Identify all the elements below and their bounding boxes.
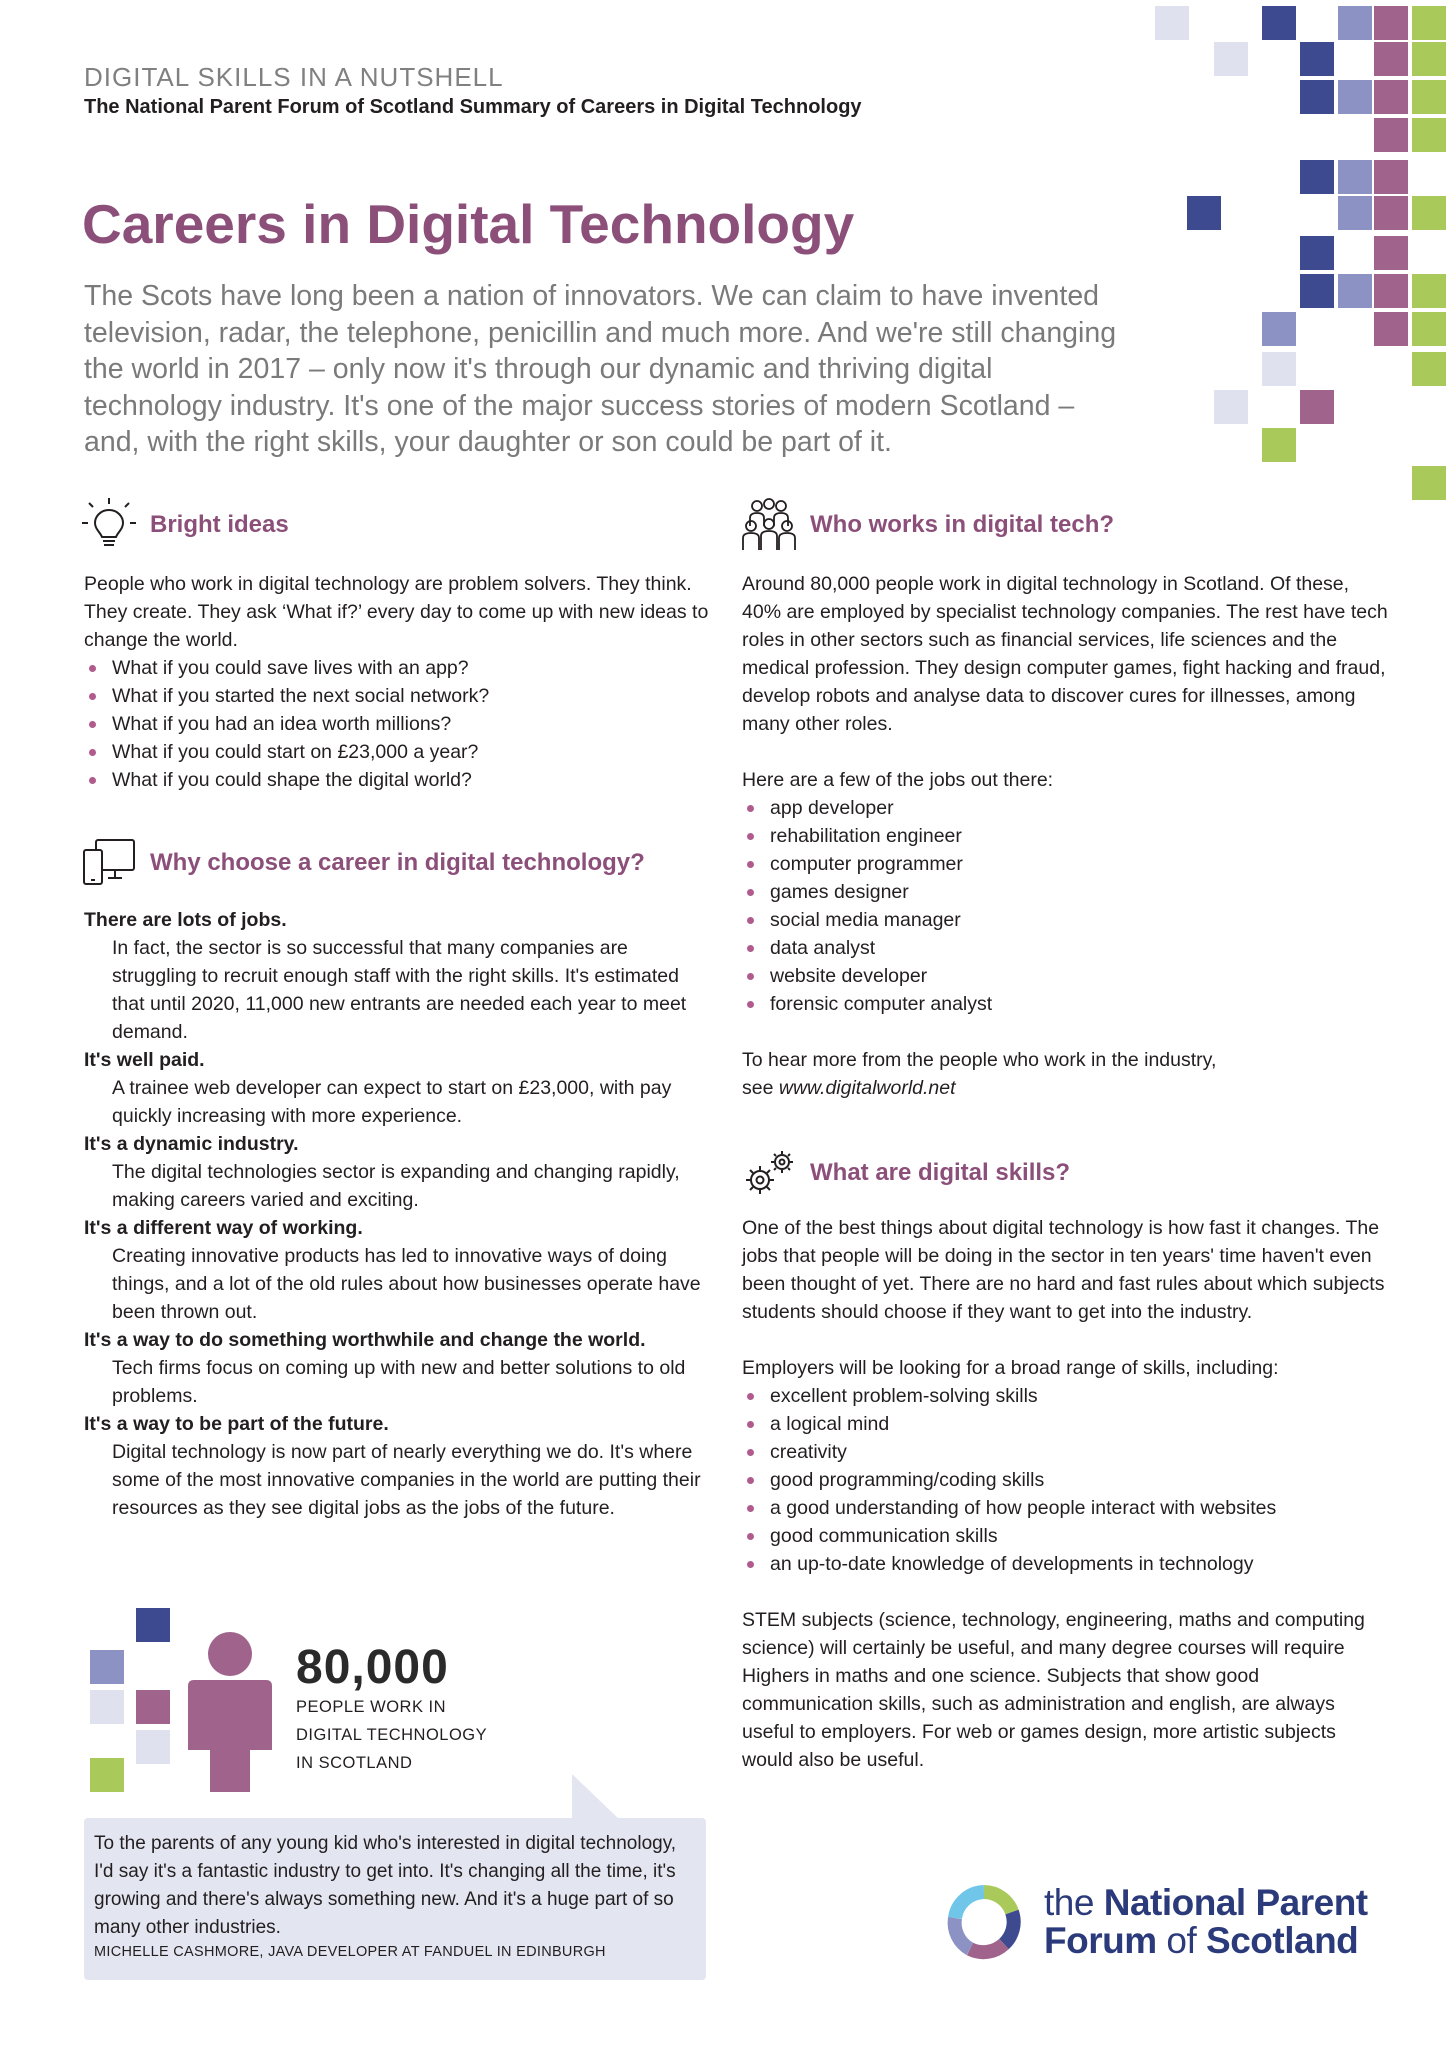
deco-square [1374, 42, 1408, 76]
deco-square [90, 1758, 124, 1792]
logo-line-1 [1044, 1884, 1368, 1922]
deco-square [136, 1730, 170, 1764]
deco-square [1412, 42, 1446, 76]
why-item-description: A trainee web developer can expect to start on £23,000, with pay quickly increasing with more experience. [112, 1077, 672, 1127]
stat-label [296, 1693, 487, 1777]
jobs-list [742, 794, 1392, 1018]
why-item-description: Digital technology is now part of nearly everything we do. It's where some of the most innovative companies in the world are putting their resources as they see digital jobs as the jobs of the future. [112, 1441, 701, 1519]
who-works-heading [740, 496, 1114, 554]
deco-square [1300, 274, 1334, 308]
deco-square [1412, 80, 1446, 114]
deco-square [1374, 80, 1408, 114]
person-icon [180, 1630, 280, 1792]
deco-square [1374, 160, 1408, 194]
list-item: forensic computer analyst [742, 990, 1392, 1018]
deco-square [1262, 428, 1296, 462]
why-choose-heading [80, 834, 645, 892]
deco-square [90, 1690, 124, 1724]
list-item: What if you could shape the digital world? [84, 766, 724, 794]
deco-square [1412, 6, 1446, 40]
why-item-heading: There are lots of jobs. [84, 909, 287, 931]
why-choose-body [84, 906, 714, 1522]
quote-box [84, 1818, 706, 1980]
logo-word: the [1044, 1882, 1104, 1923]
list-item: website developer [742, 962, 1392, 990]
list-item: social media manager [742, 906, 1392, 934]
logo-word: Scotland [1206, 1920, 1359, 1961]
deco-square [90, 1650, 124, 1684]
ring-logo-icon [946, 1884, 1022, 1960]
deco-square [136, 1608, 170, 1642]
why-item-heading: It's a way to be part of the future. [84, 1413, 389, 1435]
more-info-line [742, 1074, 1392, 1102]
list-item: an up-to-date knowledge of developments in technology [742, 1550, 1392, 1578]
list-item: excellent problem-solving skills [742, 1382, 1392, 1410]
why-item-heading: It's a dynamic industry. [84, 1133, 299, 1155]
why-item [84, 1130, 714, 1214]
who-works-text: Around 80,000 people work in digital technology in Scotland. Of these, 40% are employed by specialist technology companies. The rest have tech roles in other sectors such as financial services, life sciences and the medical profession. They design computer games, fight hacking and fraud, develop robots and analyse data to discover cures for illnesses, among many other roles. [742, 573, 1388, 735]
deco-square [1412, 466, 1446, 500]
logo-text [1044, 1884, 1368, 1960]
deco-square [1374, 236, 1408, 270]
deco-square [1300, 390, 1334, 424]
stat-label-line: DIGITAL TECHNOLOGY [296, 1726, 488, 1744]
npfs-logo [946, 1884, 1368, 1960]
deco-square [1300, 42, 1334, 76]
deco-square [1374, 274, 1408, 308]
deco-square [1300, 80, 1334, 114]
who-works-title: Who works in digital tech? [810, 511, 1115, 538]
list-item: data analyst [742, 934, 1392, 962]
list-item: app developer [742, 794, 1392, 822]
why-item [84, 906, 714, 1046]
list-item: good communication skills [742, 1522, 1392, 1550]
why-item-description: Tech firms focus on coming up with new and better solutions to old problems. [112, 1357, 686, 1407]
deco-square [1338, 196, 1372, 230]
see-label: see [742, 1077, 779, 1099]
deco-square [1262, 6, 1296, 40]
stat-label-line: IN SCOTLAND [296, 1754, 413, 1772]
digital-skills-body [742, 1214, 1392, 1774]
deco-square [1338, 160, 1372, 194]
list-item: games designer [742, 878, 1392, 906]
people-group-icon [740, 496, 798, 554]
deco-square [1262, 352, 1296, 386]
why-item-description: The digital technologies sector is expanding and changing rapidly, making careers varied and exciting. [112, 1161, 680, 1211]
list-item: rehabilitation engineer [742, 822, 1392, 850]
why-item [84, 1214, 714, 1326]
deco-square [1300, 160, 1334, 194]
why-item-heading: It's a different way of working. [84, 1217, 363, 1239]
list-item: What if you started the next social network? [84, 682, 724, 710]
list-item: What if you could start on £23,000 a year? [84, 738, 724, 766]
quote-attribution: MICHELLE CASHMORE, JAVA DEVELOPER AT FANDUEL IN EDINBURGH [94, 1944, 606, 1960]
skills-intro: Employers will be looking for a broad range of skills, including: [742, 1357, 1279, 1379]
list-item: What if you could save lives with an app? [84, 654, 724, 682]
digital-skills-heading [740, 1144, 1070, 1202]
bright-ideas-body [84, 570, 724, 794]
deco-square [1412, 118, 1446, 152]
deco-square [1187, 196, 1221, 230]
lightbulb-icon [80, 496, 138, 554]
intro-paragraph: The Scots have long been a nation of innovators. We can claim to have invented television, radar, the telephone, penicillin and much more. And we're still changing the world in 2017 – only now it's through our dynamic and thriving digital technology industry. It's one of the major success stories of modern Scotland – and, with the right skills, your daughter or son could be part of it. [84, 280, 1117, 458]
bright-ideas-heading [80, 496, 289, 554]
deco-square [1338, 6, 1372, 40]
list-item: creativity [742, 1438, 1392, 1466]
deco-square [1338, 274, 1372, 308]
deco-square [1262, 312, 1296, 346]
deco-square [1412, 312, 1446, 346]
page-title: Careers in Digital Technology [82, 193, 855, 255]
deco-square [1374, 6, 1408, 40]
website-link[interactable]: www.digitalworld.net [778, 1077, 956, 1099]
logo-line-2 [1044, 1922, 1368, 1960]
quote-tail [572, 1774, 620, 1820]
deco-square [1214, 390, 1248, 424]
kicker: DIGITAL SKILLS IN A NUTSHELL [84, 62, 504, 92]
jobs-intro: Here are a few of the jobs out there: [742, 769, 1054, 791]
why-item-heading: It's well paid. [84, 1049, 205, 1071]
deco-square [1374, 196, 1408, 230]
why-item [84, 1326, 714, 1410]
deco-square [136, 1690, 170, 1724]
skills-list [742, 1382, 1392, 1578]
logo-word: of [1166, 1920, 1207, 1961]
list-item: a logical mind [742, 1410, 1392, 1438]
deco-square [1338, 80, 1372, 114]
list-item: computer programmer [742, 850, 1392, 878]
deco-square [1374, 312, 1408, 346]
why-item-heading: It's a way to do something worthwhile and change the world. [84, 1329, 646, 1351]
list-item: What if you had an idea worth millions? [84, 710, 724, 738]
deco-square [1214, 42, 1248, 76]
deco-square [1412, 352, 1446, 386]
logo-word: National Parent [1103, 1882, 1368, 1923]
more-info-text: To hear more from the people who work in the industry, [742, 1049, 1217, 1071]
who-works-body [742, 570, 1392, 1102]
why-choose-title: Why choose a career in digital technology? [150, 849, 645, 876]
why-item [84, 1046, 714, 1130]
why-item-description: In fact, the sector is so successful that many companies are struggling to recruit enough staff with the right skills. It's estimated that until 2020, 11,000 new entrants are needed each year to meet demand. [112, 937, 687, 1043]
deco-square [1412, 274, 1446, 308]
stat-number: 80,000 [296, 1641, 449, 1694]
why-item [84, 1410, 714, 1522]
deco-square [1412, 196, 1446, 230]
subtitle: The National Parent Forum of Scotland Summary of Careers in Digital Technology [84, 96, 862, 118]
bright-ideas-list [84, 654, 724, 794]
stat-label-line: PEOPLE WORK IN [296, 1698, 447, 1716]
devices-icon [80, 834, 138, 892]
list-item: good programming/coding skills [742, 1466, 1392, 1494]
digital-skills-text: One of the best things about digital technology is how fast it changes. The jobs that people will be doing in the sector in ten years' time haven't even been thought of yet. There are no hard and fast rules about which subjects students should choose if they want to get into the industry. [742, 1217, 1385, 1323]
gears-icon [740, 1144, 798, 1202]
digital-skills-title: What are digital skills? [810, 1159, 1071, 1186]
deco-square [1155, 6, 1189, 40]
bright-ideas-title: Bright ideas [150, 511, 289, 538]
deco-square [1300, 236, 1334, 270]
list-item: a good understanding of how people interact with websites [742, 1494, 1392, 1522]
why-item-description: Creating innovative products has led to innovative ways of doing things, and a lot of the old rules about how businesses operate have been thrown out. [112, 1245, 701, 1323]
quote-text: To the parents of any young kid who's interested in digital technology, I'd say it's a fantastic industry to get into. It's changing all the time, it's growing and there's always something new. And it's a huge part of so many other industries. [94, 1833, 677, 1938]
bright-ideas-text: People who work in digital technology are problem solvers. They think. They create. They ask ‘What if?’ every day to come up with new ideas to change the world. [84, 573, 709, 651]
deco-square [1374, 118, 1408, 152]
logo-word: Forum [1044, 1920, 1167, 1961]
stem-text: STEM subjects (science, technology, engineering, maths and computing science) will certainly be useful, and many degree courses will require Highers in maths and one science. Subjects that show good communication skills, such as administration and english, are always useful to employers. For web or games design, more artistic subjects would also be useful. [742, 1609, 1365, 1771]
